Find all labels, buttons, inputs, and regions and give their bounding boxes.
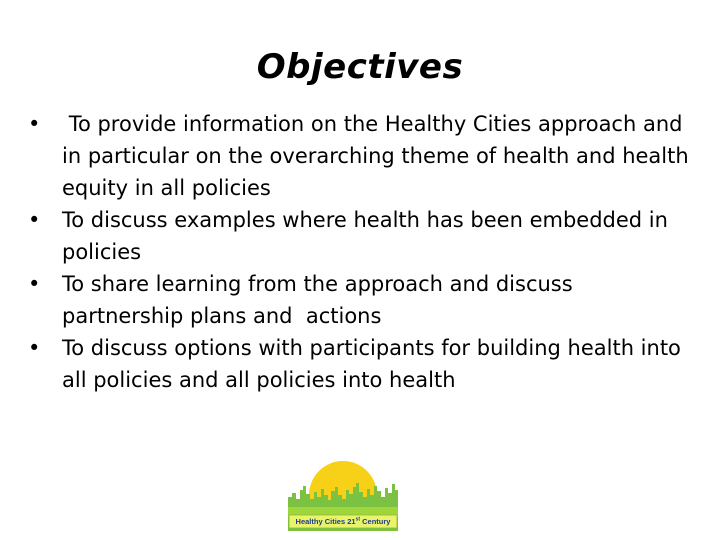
bullet-marker: •: [28, 272, 41, 296]
bullet-item: [26, 332, 696, 396]
bullet-text: To discuss options with participants for building health into all policies and all policies into health: [62, 336, 681, 392]
logo-caption-end: Century: [360, 517, 391, 526]
bullet-item: [26, 204, 696, 268]
logo-caption: [289, 515, 397, 528]
bullet-text: To share learning from the approach and discuss partnership plans and actions: [62, 272, 580, 328]
logo-caption-main: Healthy Cities 21: [295, 517, 356, 526]
bullet-marker: •: [28, 112, 41, 136]
bullet-item: [26, 268, 696, 332]
slide-title: Objectives: [256, 47, 464, 87]
bullet-text: To discuss examples where health has been embedded in policies: [62, 208, 668, 264]
bullet-item: [26, 108, 696, 204]
bullet-text: To provide information on the Healthy Cities approach and in particular on the overarching theme of health and health equity in all policies: [62, 112, 696, 200]
healthy-cities-logo: [286, 459, 400, 531]
bullet-marker: •: [28, 208, 41, 232]
objectives-list: [26, 108, 696, 396]
logo-caption-sup: st: [355, 516, 361, 523]
bullet-marker: •: [28, 336, 41, 360]
